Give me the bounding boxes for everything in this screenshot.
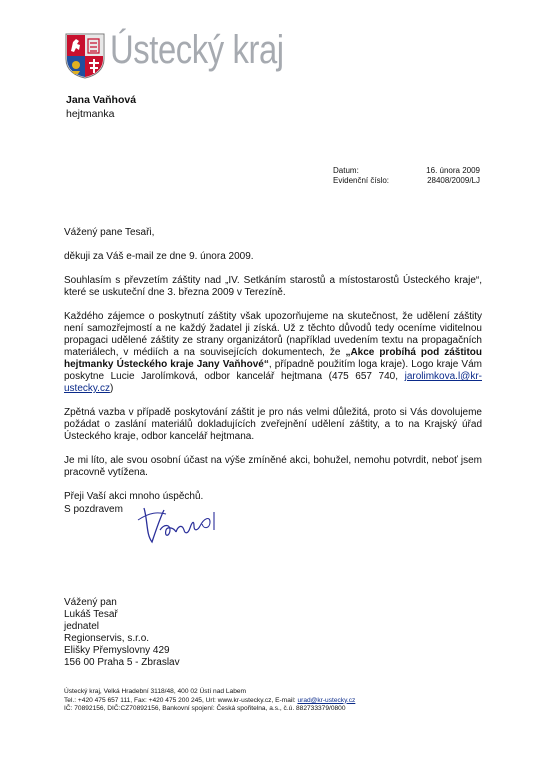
recipient-street: Elišky Přemyslovny 429 [64, 645, 170, 656]
signatory-name: Jana Vaňhová [66, 94, 137, 106]
reference-value: 28408/2009/LJ [427, 176, 480, 185]
closing: S pozdravem [64, 504, 123, 515]
contact-email-link[interactable]: jarolimkova.l@kr-ustecky.cz [64, 371, 482, 394]
paragraph-3-text-b: , případně použitím loga kraje). Logo kraje Vám poskytne Lucie Jarolímková, odbor kancelář hejtmana (475 657 740, [64, 359, 482, 382]
recipient-role: jednatel [64, 621, 100, 632]
footer-email-link[interactable]: urad@kr-ustecky.cz [297, 696, 356, 704]
paragraph-3 [64, 311, 482, 395]
footer [64, 688, 355, 714]
date-value: 16. února 2009 [426, 166, 480, 175]
reference-label: Evidenční číslo: [333, 176, 390, 185]
paragraph-3-text-c: ) [109, 383, 114, 394]
paragraph-4: Zpětná vazba v případě poskytování záštit je pro nás velmi důležitá, proto si Vás dovolujeme požádat o zaslání materiálů dokladujících zveřejnění udělení záštity, a to na Krajský úřad Ústeckého kraje, odbor kancelář hejtmana. [64, 407, 482, 442]
letter-body [64, 227, 482, 515]
recipient-salutation: Vážený pan [64, 597, 117, 608]
coat-of-arms-icon [65, 33, 105, 79]
recipient-address [64, 597, 180, 669]
handwritten-signature-icon [130, 500, 220, 548]
footer-address: Ústecký kraj, Velká Hradební 3118/48, 400 02 Ústí nad Labem [64, 688, 247, 695]
salutation: Vážený pane Tesaři, [64, 227, 155, 238]
date-label: Datum: [333, 166, 359, 175]
recipient-company: Regionservis, s.r.o. [64, 633, 150, 644]
footer-bank-info: IČ: 70892156, DIČ:CZ70892156, Bankovní spojení: Česká spořitelna, a.s., č.ú. 882733379/0800 [64, 705, 346, 713]
paragraph-2: Souhlasím s převzetím záštity nad „IV. Setkáním starostů a místostarostů Ústeckého kraje“, které se uskuteční dne 3. března 2009 v Terezíně. [64, 275, 482, 298]
footer-contacts [64, 697, 355, 706]
signatory-block [66, 93, 136, 121]
paragraph-5: Je mi líto, ale svou osobní účast na výše zmíněné akci, bohužel, nemohu potvrdit, neboť jsem pracovně vytížena. [64, 455, 482, 478]
paragraph-3-text-a: Každého zájemce o poskytnutí záštity však upozorňujeme na skutečnost, že udělení záštity není samozřejmostí a ne každý žadatel ji získá. Už z těchto důvodů tedy oceníme viditelnou propagaci udělené záštity ze strany organizátorů (například uvedením textu na propagačních materiálech, v médiích a na souvisejících dokumentech, že [64, 311, 482, 358]
recipient-name: Lukáš Tesař [64, 609, 118, 620]
paragraph-6: Přeji Vaší akci mnoho úspěchů. [64, 491, 204, 502]
patronage-phrase: „Akce probíhá pod záštitou hejtmanky Ústeckého kraje Jany Vaňhové“ [64, 347, 482, 370]
signatory-title: hejtmanka [66, 108, 115, 120]
recipient-city: 156 00 Praha 5 - Zbraslav [64, 657, 180, 668]
paragraph-1: děkuji za Váš e-mail ze dne 9. února 2009. [64, 251, 254, 262]
logo-wordmark: Ústecký kraj [110, 28, 284, 72]
footer-contacts-text: Tel.: +420 475 657 111, Fax: +420 475 200 245, Url: www.kr-ustecky.cz, E-mail: [64, 696, 298, 704]
